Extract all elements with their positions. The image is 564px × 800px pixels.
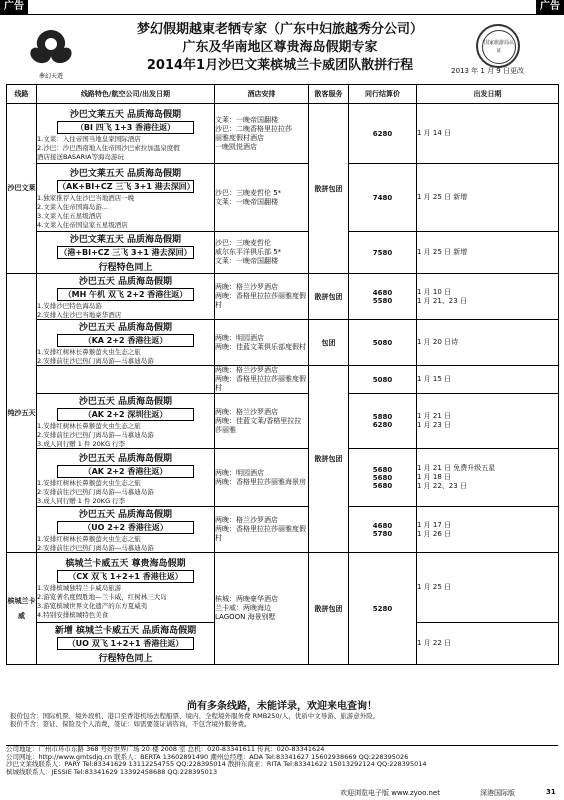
route-group: 纯沙五天	[7, 274, 37, 553]
price-cell: 4680 5580	[349, 274, 417, 320]
service-cell: 散拼包团	[309, 366, 349, 553]
price-cell: 5880 6280	[349, 394, 417, 449]
departure-cell: 1 月 21 日 1 月 23 日	[417, 394, 559, 449]
product-cell: 沙巴文莱五天 品质海岛假期 （BI 四飞 1+3 香港往返） 1.文莱：入住帝国当地皇家国际酒店 2.沙巴：沙巴西南地入住帝国沙巴索拉加温泉度假 酒店接送BASARIA等海岛游玩	[37, 104, 215, 164]
title-line-3: 2014年1月沙巴文莱槟城兰卡威团队散拼行程	[146, 58, 414, 73]
hotel-cell: 槟城：两晚豪华酒店 兰卡威：两晚海边 LAGOON 海景别墅	[215, 553, 309, 665]
footer-web[interactable]: 欢迎浏览电子版 www.zyoo.net	[340, 789, 440, 797]
update-date: 2013 年 1 月 9 日更改	[451, 67, 524, 75]
product-cell: 沙巴五天 品质海岛假期 （KA 2+2 香港往返） 1.安排红树林长鼻猴萤火虫生态之旅 2.安排前往沙巴热门离岛游—马慕迪岛游	[37, 320, 215, 366]
contact-line: 槟城线联系人：JESSIE Tel:83341629 13392458688 QQ:228395013	[6, 767, 218, 776]
ad-tag-left: 广告	[0, 0, 28, 14]
product-cell: 沙巴文莱五天 品质海岛假期 （AK+BI+CZ 三飞 3+1 港去深回） 1.独家推荐入住沙巴当地酒店一晚 2.文莱入住帝国海岛游... 3.文莱入住五星级酒店 4.文莱入住帝国皇家五星级酒店	[37, 164, 215, 232]
product-cell: 沙巴文莱五天 品质海岛假期 （港+BI+CZ 三飞 3+1 港去深回） 行程特色同上	[37, 232, 215, 274]
col-header: 同行结算价	[349, 85, 417, 104]
price-cell: 5080	[349, 320, 417, 366]
notice-section	[6, 697, 558, 745]
notice-line: 报价包含：国际机票、境外段机、港口至香港机场去程船票、境内、全程境外服务费 RMB250/人，优质中文导游、旅游意外险。	[10, 712, 380, 720]
service-cell: 散拼包团	[309, 274, 349, 320]
departure-cell: 1 月 25 日 新增	[417, 164, 559, 232]
itinerary-table	[6, 84, 559, 665]
price-cell: 4680 5780	[349, 507, 417, 553]
hotel-cell: 两晚：明园酒店 两晚：香格里拉莎丽雅海景房	[215, 449, 309, 507]
notice-title: 尚有多条线路，未能详录，欢迎来电查询！	[187, 701, 377, 712]
departure-cell: 1 月 15 日	[417, 366, 559, 394]
contact-section	[6, 745, 558, 784]
price-cell: 6280	[349, 104, 417, 164]
ad-tag-right: 广告	[536, 0, 564, 14]
product-cell	[37, 366, 215, 394]
departure-cell: 1 月 22 日	[417, 623, 559, 665]
contact-line: 公司地址：广州市环市东路 368 号好世界广场 20 楼 2008 室 总机：020-83341611 传真：020-83341624	[6, 745, 325, 753]
col-header: 线路特色/航空公司/出发日期	[37, 85, 215, 104]
product-cell: 沙巴五天 品质海岛假期 （AK 2+2 香港往返） 1.安排红树林长鼻猴萤火虫生态之旅 2.安排前往沙巴热门离岛游—马慕迪岛游 3.成人同行赠 1 件 20KG 行李	[37, 449, 215, 507]
hotel-cell: 两晚：格兰沙罗酒店 两晚：佳蓝文莱/香格里拉拉莎丽雅	[215, 394, 309, 449]
price-cell: 5080	[349, 366, 417, 394]
col-header: 酒店安排	[215, 85, 309, 104]
footer-edition: 深港国际版	[480, 789, 515, 797]
contact-line: 公司网址：http://www.gmtsdjq.cn 联系人：BERTA 13602891490 潮州总经理：ADA Tel:83341627 15602938669 QQ:228395026	[6, 752, 409, 761]
price-cell: 5680 5680 5680	[349, 449, 417, 507]
page-number: 31	[546, 788, 556, 796]
logo-text: 夢幻天遊	[38, 73, 63, 80]
product-cell: 沙巴五天 品质海岛假期 （UO 2+2 香港往返） 1.安排红树林长鼻猴萤火虫生态之旅 2.安排前往沙巴热门离岛游—马慕迪岛游	[37, 507, 215, 553]
departure-cell: 1 月 25 日 新增	[417, 232, 559, 274]
product-cell: 沙巴五天 品质海岛假期 （MH 午机 双飞 2+2 香港往返） 1.安排沙巴特色海岛游 2.安排入住沙巴当地豪华酒店	[37, 274, 215, 320]
company-logo-icon	[26, 26, 76, 70]
price-cell: 5280	[349, 553, 417, 665]
service-cell: 散拼包团	[309, 104, 349, 274]
price-cell: 7480	[349, 164, 417, 232]
departure-cell: 1 月 21 日 免费升级五星 1 月 18 日 1 月 22、23 日	[417, 449, 559, 507]
departure-cell: 1 月 17 日 1 月 26 日	[417, 507, 559, 553]
departure-cell: 1 月 14 日	[417, 104, 559, 164]
col-header: 出发日期	[417, 85, 559, 104]
contact-line: 沙巴文莱线联系人：PARY Tel:83341629 13112254755 QQ:228395014 散拼东南亚：RITA Tel:83341622 15013292124 QQ:228395014	[6, 760, 427, 768]
col-header: 线路	[7, 85, 37, 104]
service-cell: 散拼包团	[309, 553, 349, 665]
route-group: 沙巴文莱	[7, 104, 37, 274]
service-cell: 包团	[309, 320, 349, 366]
col-header: 散客服务	[309, 85, 349, 104]
page-footer	[0, 785, 564, 800]
notice-line: 报价不含：签证、保险及个人消费，签证：如需要签证请咨询，不包含境外服务费。	[10, 720, 251, 728]
top-bar	[0, 0, 564, 15]
certification-seal-icon: 国家旅游局认证	[476, 24, 520, 68]
title-line-1: 梦幻假期越東老牺专家（广东中妇旅越秀分公司）	[136, 22, 423, 37]
route-group: 槟城兰卡威	[7, 553, 37, 665]
departure-cell: 1 月 20 日诗	[417, 320, 559, 366]
product-cell: 新增 槟城兰卡威五天 品质海岛假期 （UO 双飞 1+2+1 香港往返） 行程特色同上	[37, 623, 215, 665]
product-cell: 槟城兰卡威五天 尊贵海岛假期 （CX 双飞 1+2+1 香港往返） 1.安排槟城独特兰卡威岛旅游 2.游览著名度假胜地—兰卡威，红树林三大岛 3.游览槟城世界文化遗产的东方夏威夷 4.特别安排槟城特色美食	[37, 553, 215, 623]
hotel-cell: 沙巴：三晚麦哲伦 5* 文莱：一晚帝国翻楼	[215, 164, 309, 232]
hotel-cell: 文莱：一晚帝国翻楼 沙巴：二晚香格里拉拉莎 丽雅度假村酒店 一晚凯悦酒店	[215, 104, 309, 164]
departure-cell: 1 月 10 日 1 月 21、23 日	[417, 274, 559, 320]
hotel-cell: 沙巴：三晚麦哲伦 威尔东平洋俱乐部 5* 文莱：一晚帝国翻楼	[215, 232, 309, 274]
product-cell: 沙巴五天 品质海岛假期 （AK 2+2 深圳往返） 1.安排红树林长鼻猴萤火虫生态之旅 2.安排前往沙巴热门离岛游—马慕迪岛游 3.成人同行赠 1 件 20KG 行李	[37, 394, 215, 449]
title-line-2: 广东及华南地区尊贵海岛假期专家	[182, 40, 378, 55]
hotel-cell: 两晚：格兰沙罗酒店 两晚：香格里拉拉莎丽雅度假村	[215, 274, 309, 320]
hotel-cell: 两晚：明园酒店 两晚：佳蓝文莱俱乐部度假村	[215, 320, 309, 366]
hotel-cell: 两晚：格兰沙罗酒店 两晚：香格里拉拉莎丽雅度假村	[215, 366, 309, 394]
price-cell: 7580	[349, 232, 417, 274]
departure-cell: 1 月 25 日	[417, 553, 559, 623]
hotel-cell: 两晚：格兰沙罗酒店 两晚：香格里拉拉莎丽雅度假村	[215, 507, 309, 553]
page-header	[0, 14, 564, 84]
